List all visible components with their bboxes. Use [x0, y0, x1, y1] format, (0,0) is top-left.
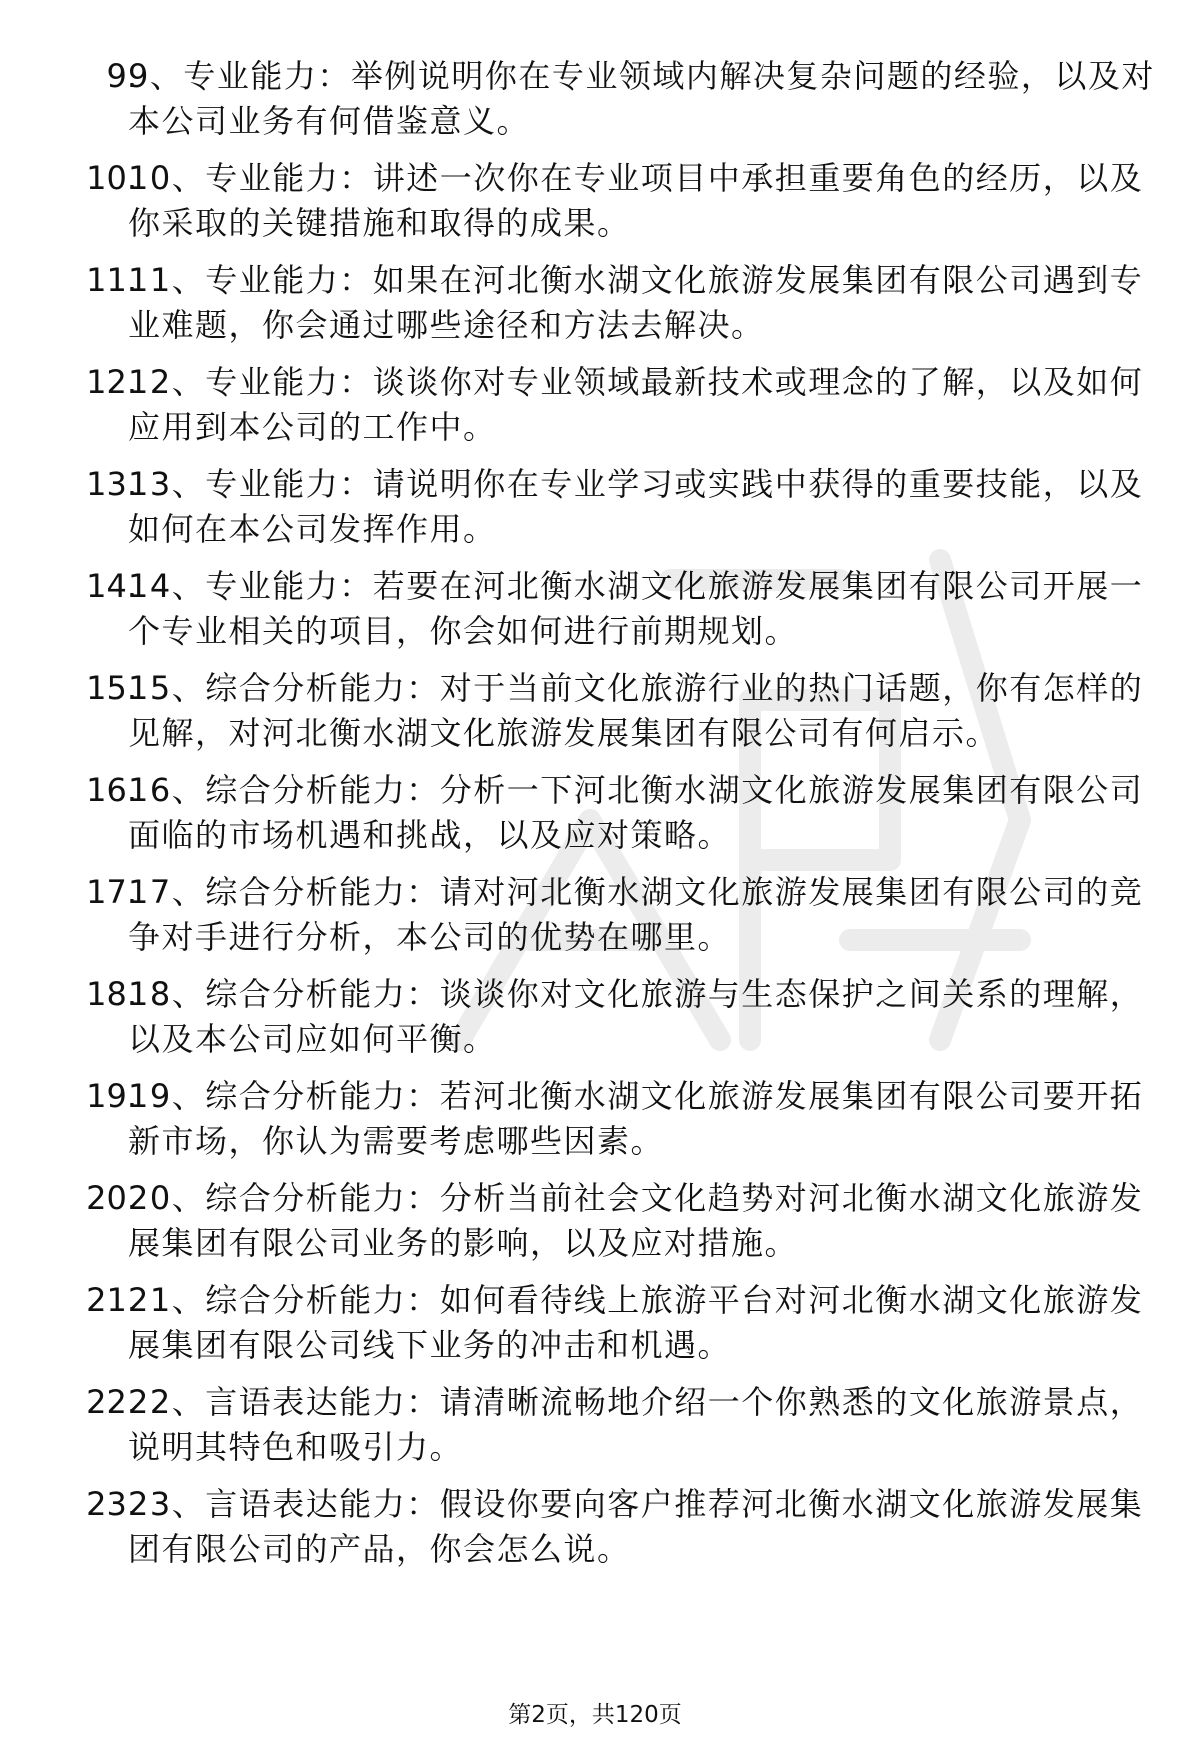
list-item [0, 666, 1190, 768]
question-text: 18、综合分析能力：谈谈你对文化旅游与生态保护之间关系的理解，以及本公司应如何平衡。 [128, 975, 1144, 1058]
list-item [0, 1380, 1190, 1482]
item-number: 9. [106, 57, 137, 95]
question-text: 11、专业能力：如果在河北衡水湖文化旅游发展集团有限公司遇到专业难题，你会通过哪些途径和方法去解决。 [128, 261, 1144, 344]
question-text: 9、专业能力：举例说明你在专业领域内解决复杂问题的经验，以及对本公司业务有何借鉴意义。 [128, 57, 1155, 140]
list-item [0, 768, 1190, 870]
list-item [0, 1482, 1190, 1584]
item-number: 13. [86, 465, 137, 503]
item-number: 22. [86, 1383, 137, 1421]
list-item [0, 1074, 1190, 1176]
list-item [0, 360, 1190, 462]
item-number: 16. [86, 771, 137, 809]
item-number: 14. [86, 567, 137, 605]
question-list [0, 54, 1190, 1584]
list-item [0, 564, 1190, 666]
list-item [0, 972, 1190, 1074]
item-number: 18. [86, 975, 137, 1013]
item-number: 21. [86, 1281, 137, 1319]
list-item [0, 1176, 1190, 1278]
list-item [0, 462, 1190, 564]
question-text: 14、专业能力：若要在河北衡水湖文化旅游发展集团有限公司开展一个专业相关的项目，你会如何进行前期规划。 [128, 567, 1144, 650]
list-item [0, 870, 1190, 972]
question-text: 22、言语表达能力：请清晰流畅地介绍一个你熟悉的文化旅游景点，说明其特色和吸引力。 [128, 1383, 1144, 1466]
question-text: 19、综合分析能力：若河北衡水湖文化旅游发展集团有限公司要开拓新市场，你认为需要考虑哪些因素。 [128, 1077, 1144, 1160]
question-text: 15、综合分析能力：对于当前文化旅游行业的热门话题，你有怎样的见解，对河北衡水湖文化旅游发展集团有限公司有何启示。 [128, 669, 1144, 752]
question-text: 21、综合分析能力：如何看待线上旅游平台对河北衡水湖文化旅游发展集团有限公司线下业务的冲击和机遇。 [128, 1281, 1144, 1364]
item-number: 17. [86, 873, 137, 911]
list-item [0, 156, 1190, 258]
question-text: 10、专业能力：讲述一次你在专业项目中承担重要角色的经历，以及你采取的关键措施和取得的成果。 [128, 159, 1144, 242]
list-item [0, 258, 1190, 360]
item-number: 11. [86, 261, 137, 299]
item-number: 19. [86, 1077, 137, 1115]
page-number-label: 第2页，共120页 [508, 1702, 682, 1728]
question-text: 23、言语表达能力：假设你要向客户推荐河北衡水湖文化旅游发展集团有限公司的产品，你会怎么说。 [128, 1485, 1144, 1568]
item-number: 23. [86, 1485, 137, 1523]
item-number: 12. [86, 363, 137, 401]
list-item [0, 54, 1190, 156]
item-number: 20. [86, 1179, 137, 1217]
question-text: 12、专业能力：谈谈你对专业领域最新技术或理念的了解，以及如何应用到本公司的工作中。 [128, 363, 1144, 446]
item-number: 10. [86, 159, 137, 197]
list-item [0, 1278, 1190, 1380]
item-number: 15. [86, 669, 137, 707]
page-footer [0, 1700, 1190, 1730]
question-text: 16、综合分析能力：分析一下河北衡水湖文化旅游发展集团有限公司面临的市场机遇和挑战，以及应对策略。 [128, 771, 1144, 854]
question-text: 17、综合分析能力：请对河北衡水湖文化旅游发展集团有限公司的竞争对手进行分析，本公司的优势在哪里。 [128, 873, 1144, 956]
question-text: 13、专业能力：请说明你在专业学习或实践中获得的重要技能，以及如何在本公司发挥作用。 [128, 465, 1144, 548]
question-text: 20、综合分析能力：分析当前社会文化趋势对河北衡水湖文化旅游发展集团有限公司业务的影响，以及应对措施。 [128, 1179, 1144, 1262]
